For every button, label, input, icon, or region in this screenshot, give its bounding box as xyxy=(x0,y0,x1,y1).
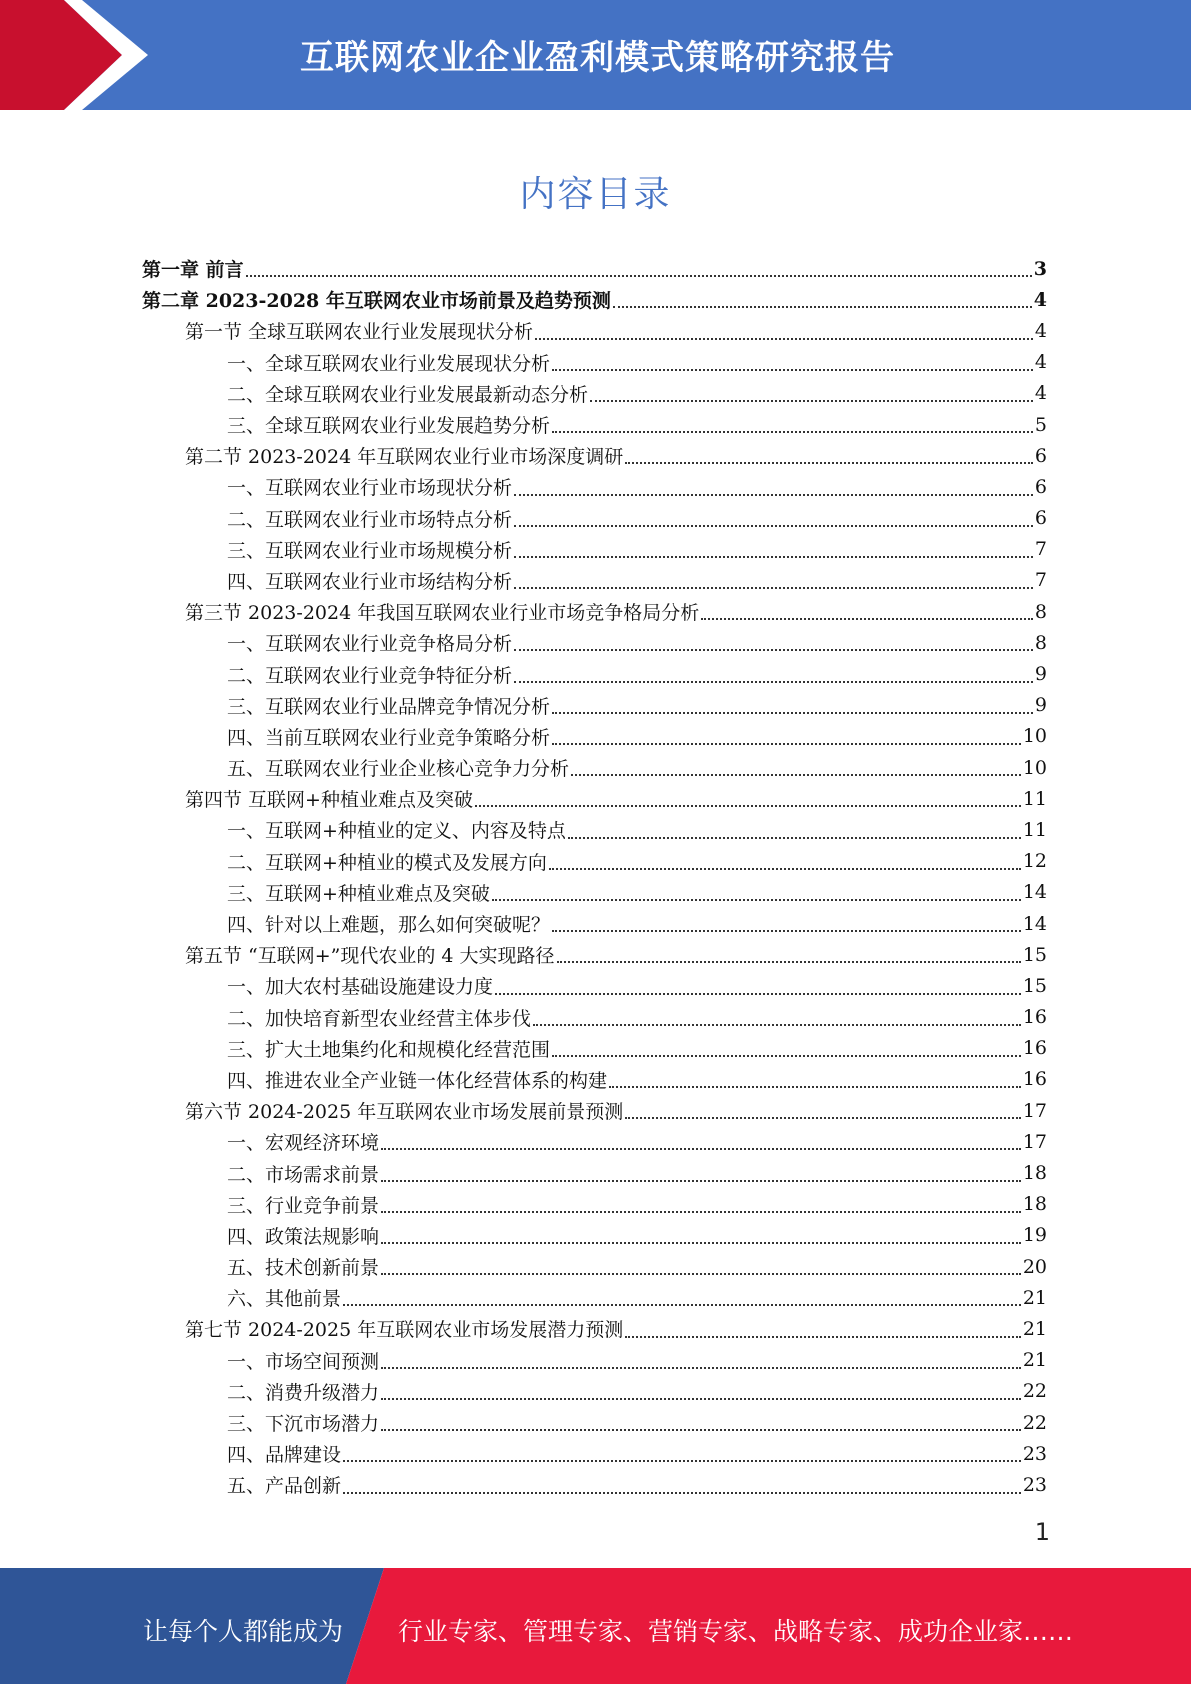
toc-entry-page: 9 xyxy=(1034,663,1047,686)
toc-dot-leader xyxy=(495,992,1021,995)
toc-dot-leader xyxy=(552,929,1021,932)
toc-entry-label: 第四节 互联网+种植业难点及突破 xyxy=(185,789,473,812)
toc-dot-leader xyxy=(552,368,1033,371)
toc-entry-page: 8 xyxy=(1034,631,1047,654)
toc-entry-page: 6 xyxy=(1034,507,1047,530)
toc-entry-page: 6 xyxy=(1034,444,1047,467)
toc-entry-page: 7 xyxy=(1034,569,1047,592)
toc-entry[interactable] xyxy=(0,908,1191,939)
toc-entry-label: 五、技术创新前景 xyxy=(227,1257,380,1280)
footer-banner xyxy=(0,1568,1191,1684)
toc-dot-leader xyxy=(343,1303,1021,1306)
toc-entry[interactable] xyxy=(0,1220,1191,1251)
toc-dot-leader xyxy=(343,1459,1021,1462)
toc-entry-label: 二、全球互联网农业行业发展最新动态分析 xyxy=(227,383,589,406)
toc-entry-label: 三、互联网农业行业市场规模分析 xyxy=(227,539,513,562)
toc-dot-leader xyxy=(590,399,1033,402)
toc-entry-label: 六、其他前景 xyxy=(227,1288,342,1311)
toc-entry[interactable] xyxy=(0,253,1191,284)
toc-entry-page: 6 xyxy=(1034,475,1047,498)
toc-entry-label: 第一章 前言 xyxy=(142,259,244,282)
toc-entry-label: 四、针对以上难题，那么如何突破呢？ xyxy=(227,914,551,937)
toc-entry[interactable] xyxy=(0,315,1191,346)
toc-dot-leader xyxy=(475,804,1021,807)
toc-entry-label: 二、市场需求前景 xyxy=(227,1163,380,1186)
toc-entry[interactable] xyxy=(0,1407,1191,1438)
toc-entry[interactable] xyxy=(0,752,1191,783)
toc-entry-page: 21 xyxy=(1022,1317,1047,1340)
toc-entry-label: 三、全球互联网农业行业发展趋势分析 xyxy=(227,415,551,438)
toc-entry-page: 8 xyxy=(1034,600,1047,623)
table-of-contents xyxy=(0,253,1191,1501)
toc-dot-leader xyxy=(625,1335,1021,1338)
toc-entry-page: 21 xyxy=(1022,1349,1047,1372)
toc-entry-label: 二、消费升级潜力 xyxy=(227,1381,380,1404)
toc-entry[interactable] xyxy=(0,347,1191,378)
toc-entry-label: 一、宏观经济环境 xyxy=(227,1132,380,1155)
toc-entry-label: 一、加大农村基础设施建设力度 xyxy=(227,976,494,999)
toc-entry-label: 三、扩大土地集约化和规模化经营范围 xyxy=(227,1038,551,1061)
toc-entry[interactable] xyxy=(0,877,1191,908)
toc-entry-page: 17 xyxy=(1022,1099,1047,1122)
toc-dot-leader xyxy=(492,898,1021,901)
toc-entry-page: 4 xyxy=(1034,351,1047,374)
toc-entry[interactable] xyxy=(0,1126,1191,1157)
toc-entry-label: 第一节 全球互联网农业行业发展现状分析 xyxy=(185,321,534,344)
toc-entry-label: 四、当前互联网农业行业竞争策略分析 xyxy=(227,726,551,749)
toc-dot-leader xyxy=(381,1147,1021,1150)
toc-entry[interactable] xyxy=(0,440,1191,471)
toc-dot-leader xyxy=(625,1116,1021,1119)
toc-entry-page: 12 xyxy=(1022,850,1047,873)
toc-entry[interactable] xyxy=(0,690,1191,721)
toc-entry[interactable] xyxy=(0,1251,1191,1282)
toc-dot-leader xyxy=(625,461,1033,464)
toc-dot-leader xyxy=(535,337,1033,340)
toc-dot-leader xyxy=(568,836,1021,839)
toc-entry-page: 16 xyxy=(1022,1068,1047,1091)
toc-entry-page: 15 xyxy=(1022,974,1047,997)
toc-dot-leader xyxy=(381,1272,1021,1275)
toc-entry-label: 三、互联网农业行业品牌竞争情况分析 xyxy=(227,695,551,718)
toc-entry[interactable] xyxy=(0,1345,1191,1376)
toc-entry-page: 22 xyxy=(1022,1380,1047,1403)
toc-dot-leader xyxy=(381,1428,1021,1431)
toc-heading: 内容目录 xyxy=(519,174,672,215)
toc-entry[interactable] xyxy=(0,1095,1191,1126)
toc-entry-page: 16 xyxy=(1022,1037,1047,1060)
toc-dot-leader xyxy=(514,586,1033,589)
toc-entry-page: 18 xyxy=(1022,1162,1047,1185)
toc-entry[interactable] xyxy=(0,284,1191,315)
toc-entry[interactable] xyxy=(0,1002,1191,1033)
toc-entry-label: 四、互联网农业行业市场结构分析 xyxy=(227,570,513,593)
toc-entry-label: 第二章 2023-2028 年互联网农业市场前景及趋势预测 xyxy=(142,290,611,313)
toc-entry-page: 9 xyxy=(1034,694,1047,717)
toc-entry-label: 三、行业竞争前景 xyxy=(227,1194,380,1217)
toc-entry[interactable] xyxy=(0,565,1191,596)
toc-entry[interactable] xyxy=(0,409,1191,440)
toc-entry-page: 3 xyxy=(1033,257,1047,280)
toc-entry-page: 16 xyxy=(1022,1006,1047,1029)
toc-dot-leader xyxy=(514,524,1033,527)
toc-dot-leader xyxy=(343,1491,1021,1494)
toc-dot-leader xyxy=(533,1023,1021,1026)
toc-dot-leader xyxy=(552,711,1033,714)
toc-entry[interactable] xyxy=(0,1469,1191,1500)
toc-dot-leader xyxy=(701,617,1033,620)
toc-dot-leader xyxy=(571,773,1021,776)
toc-entry-label: 四、推进农业全产业链一体化经营体系的构建 xyxy=(227,1069,608,1092)
toc-entry-label: 第二节 2023-2024 年互联网农业行业市场深度调研 xyxy=(185,446,624,469)
toc-entry-page: 7 xyxy=(1034,538,1047,561)
toc-entry[interactable] xyxy=(0,1282,1191,1313)
toc-entry[interactable] xyxy=(0,1157,1191,1188)
toc-entry-label: 一、互联网农业行业市场现状分析 xyxy=(227,477,513,500)
toc-entry-label: 第六节 2024-2025 年互联网农业市场发展前景预测 xyxy=(185,1101,624,1124)
toc-dot-leader xyxy=(557,960,1021,963)
toc-dot-leader xyxy=(381,1210,1021,1213)
toc-entry[interactable] xyxy=(0,1313,1191,1344)
toc-entry[interactable] xyxy=(0,721,1191,752)
toc-dot-leader xyxy=(552,1054,1021,1057)
toc-entry-page: 23 xyxy=(1022,1473,1047,1496)
toc-entry-label: 五、互联网农业行业企业核心竞争力分析 xyxy=(227,758,570,781)
toc-entry-page: 20 xyxy=(1022,1255,1047,1278)
toc-entry[interactable] xyxy=(0,503,1191,534)
toc-entry-page: 11 xyxy=(1022,787,1047,810)
toc-entry-page: 4 xyxy=(1033,288,1047,311)
header-banner xyxy=(0,0,1191,110)
toc-entry[interactable] xyxy=(0,939,1191,970)
toc-entry-label: 二、加快培育新型农业经营主体步伐 xyxy=(227,1007,532,1030)
toc-entry[interactable] xyxy=(0,658,1191,689)
toc-entry-page: 10 xyxy=(1022,725,1047,748)
toc-entry-page: 4 xyxy=(1034,319,1047,342)
toc-entry-label: 二、互联网农业行业市场特点分析 xyxy=(227,508,513,531)
toc-entry[interactable] xyxy=(0,534,1191,565)
page-number: 1 xyxy=(1034,1518,1050,1546)
toc-dot-leader xyxy=(613,305,1032,308)
toc-entry[interactable] xyxy=(0,970,1191,1001)
toc-dot-leader xyxy=(381,1179,1021,1182)
toc-entry-label: 四、政策法规影响 xyxy=(227,1225,380,1248)
toc-entry[interactable] xyxy=(0,378,1191,409)
toc-entry-page: 11 xyxy=(1022,818,1047,841)
toc-entry-label: 二、互联网+种植业的模式及发展方向 xyxy=(227,851,547,874)
toc-entry-label: 三、互联网+种植业难点及突破 xyxy=(227,882,490,905)
toc-dot-leader xyxy=(514,680,1033,683)
toc-entry-page: 19 xyxy=(1022,1224,1047,1247)
toc-dot-leader xyxy=(246,274,1032,277)
toc-entry-page: 5 xyxy=(1034,413,1047,436)
toc-entry-label: 二、互联网农业行业竞争特征分析 xyxy=(227,664,513,687)
toc-entry[interactable] xyxy=(0,471,1191,502)
footer-slogan-left: 让每个人都能成为 xyxy=(143,1617,344,1646)
toc-entry-page: 4 xyxy=(1034,382,1047,405)
toc-entry-label: 第七节 2024-2025 年互联网农业市场发展潜力预测 xyxy=(185,1319,624,1342)
toc-entry-label: 一、市场空间预测 xyxy=(227,1350,380,1373)
toc-entry[interactable] xyxy=(0,627,1191,658)
toc-dot-leader xyxy=(552,430,1033,433)
toc-entry-label: 三、下沉市场潜力 xyxy=(227,1413,380,1436)
toc-dot-leader xyxy=(381,1366,1021,1369)
toc-entry-page: 17 xyxy=(1022,1130,1047,1153)
toc-entry-page: 15 xyxy=(1022,943,1047,966)
footer-slogan-right: 行业专家、管理专家、营销专家、战略专家、成功企业家…… xyxy=(398,1617,1074,1646)
toc-entry[interactable] xyxy=(0,1438,1191,1469)
toc-entry[interactable] xyxy=(0,596,1191,627)
toc-dot-leader xyxy=(381,1397,1021,1400)
toc-entry-page: 23 xyxy=(1022,1442,1047,1465)
toc-entry-label: 一、互联网+种植业的定义、内容及特点 xyxy=(227,820,566,843)
toc-dot-leader xyxy=(514,555,1033,558)
toc-entry-page: 18 xyxy=(1022,1193,1047,1216)
toc-entry-page: 14 xyxy=(1022,881,1047,904)
toc-entry-label: 第五节 “互联网+”现代农业的 4 大实现路径 xyxy=(185,945,555,968)
toc-dot-leader xyxy=(609,1085,1021,1088)
toc-dot-leader xyxy=(549,867,1021,870)
toc-entry[interactable] xyxy=(0,846,1191,877)
toc-dot-leader xyxy=(552,742,1021,745)
toc-dot-leader xyxy=(514,648,1033,651)
toc-entry-page: 14 xyxy=(1022,912,1047,935)
toc-entry-label: 第三节 2023-2024 年我国互联网农业行业市场竞争格局分析 xyxy=(185,602,700,625)
toc-entry-page: 22 xyxy=(1022,1411,1047,1434)
header-arrow-decoration xyxy=(0,0,160,110)
toc-dot-leader xyxy=(381,1241,1021,1244)
toc-entry-label: 五、产品创新 xyxy=(227,1475,342,1498)
toc-entry[interactable] xyxy=(0,1376,1191,1407)
toc-entry[interactable] xyxy=(0,814,1191,845)
toc-entry[interactable] xyxy=(0,1033,1191,1064)
toc-entry-label: 四、品牌建设 xyxy=(227,1444,342,1467)
toc-entry-label: 一、互联网农业行业竞争格局分析 xyxy=(227,633,513,656)
toc-dot-leader xyxy=(514,493,1033,496)
toc-entry[interactable] xyxy=(0,1064,1191,1095)
toc-entry-label: 一、全球互联网农业行业发展现状分析 xyxy=(227,352,551,375)
toc-entry-page: 10 xyxy=(1022,756,1047,779)
report-title: 互联网农业企业盈利模式策略研究报告 xyxy=(300,38,895,78)
toc-entry-page: 21 xyxy=(1022,1286,1047,1309)
toc-entry[interactable] xyxy=(0,783,1191,814)
toc-entry[interactable] xyxy=(0,1189,1191,1220)
